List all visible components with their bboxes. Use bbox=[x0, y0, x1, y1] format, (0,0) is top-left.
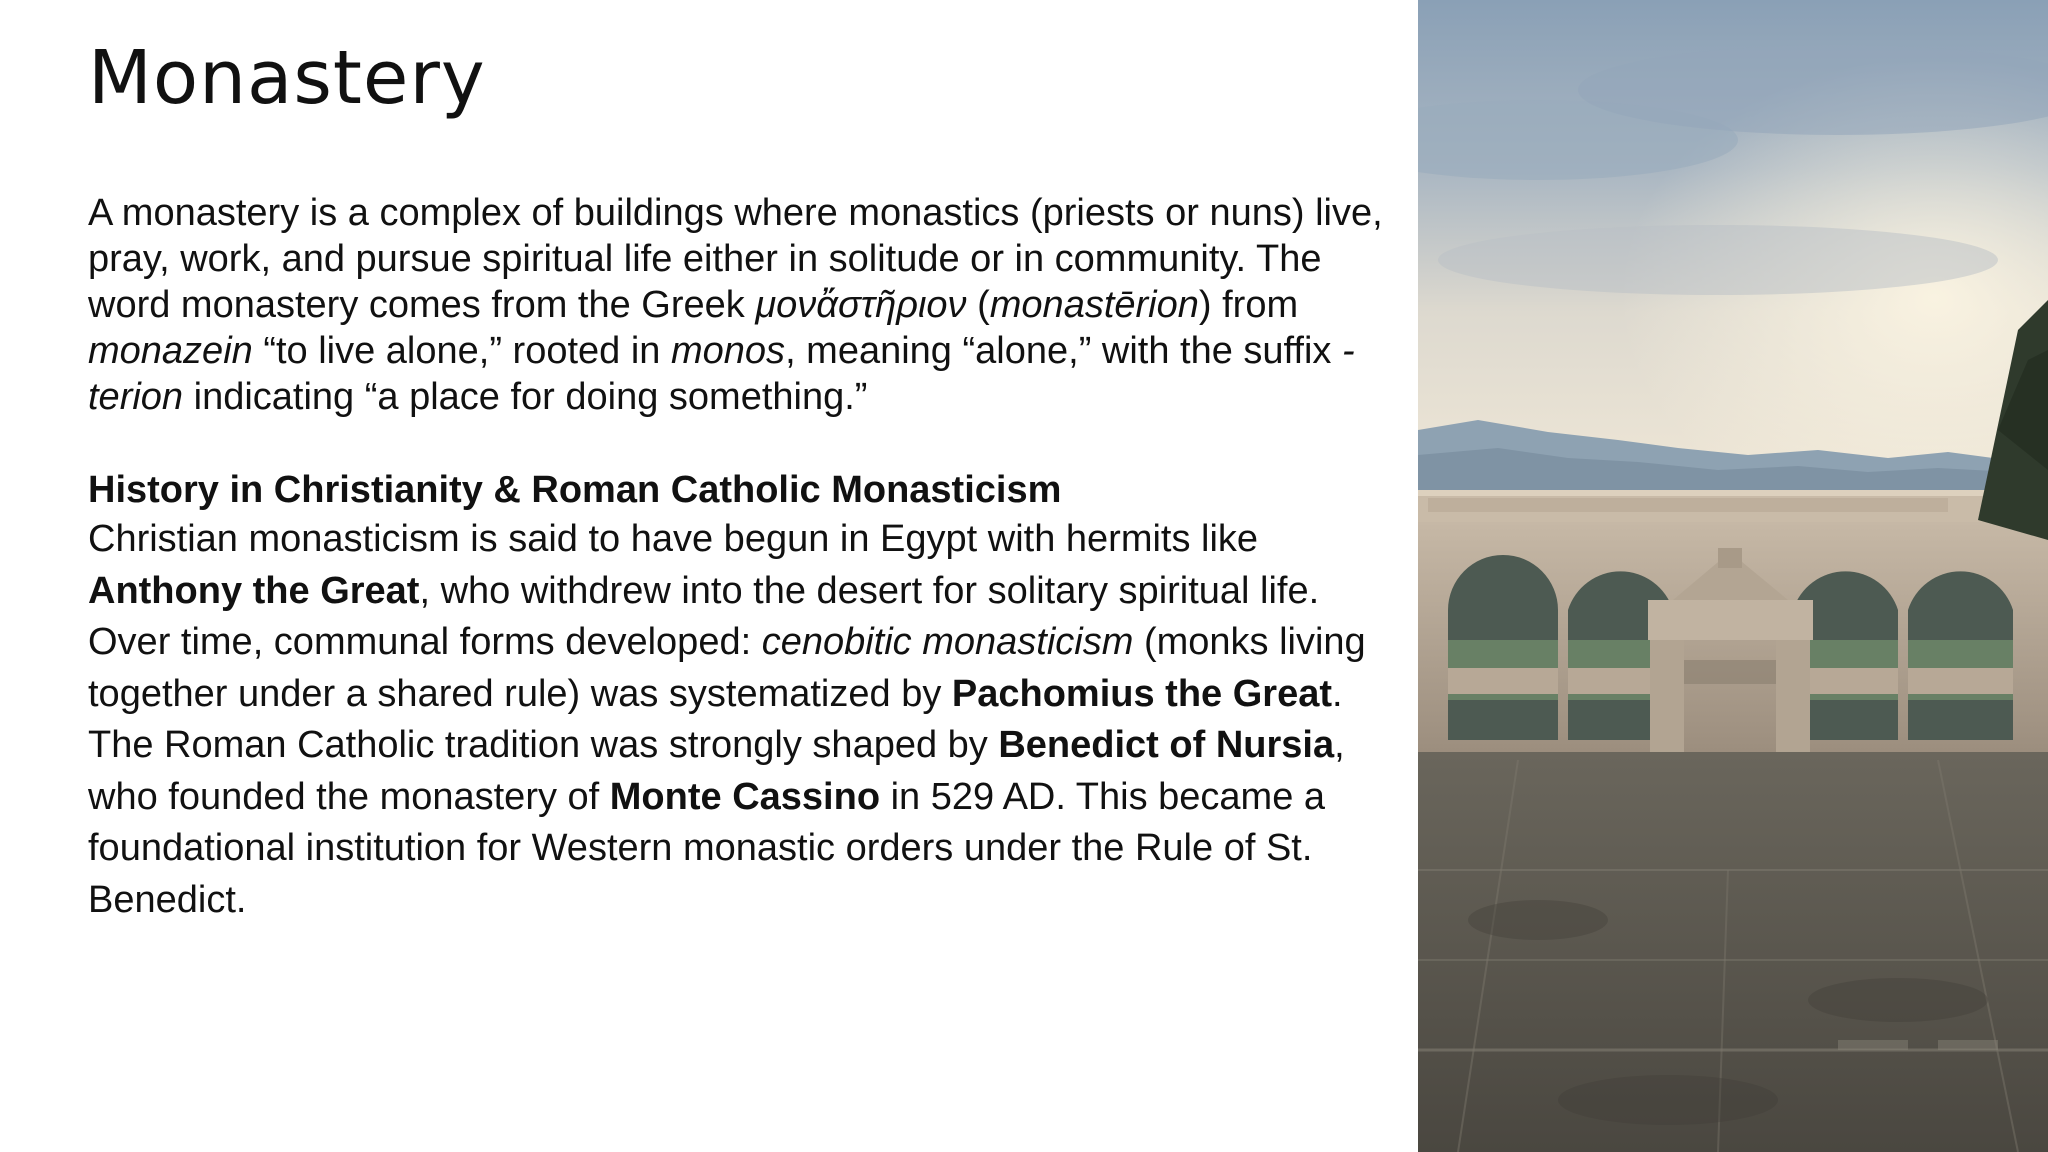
history-heading: History in Christianity & Roman Catholic Monasticism bbox=[88, 469, 1062, 511]
name-pachomius: Pachomius the Great bbox=[951, 672, 1333, 715]
body-text: . bbox=[1332, 672, 1343, 715]
intro-paragraph bbox=[88, 190, 1388, 420]
term-cenobitic: cenobitic monasticism bbox=[761, 621, 1134, 663]
photo-illustration bbox=[1418, 0, 2048, 1152]
body-text: , who withdrew into the desert for solitary spiritual life. bbox=[419, 569, 1320, 612]
term-monazein: monazein bbox=[88, 330, 253, 372]
intro-text: ( bbox=[966, 284, 990, 326]
monastery-cloister-photo bbox=[1418, 0, 2048, 1152]
term-monos: monos bbox=[671, 330, 786, 372]
paragraph-benedict bbox=[88, 720, 1388, 926]
term-terion: -terion bbox=[88, 330, 1355, 418]
body-text: The Roman Catholic tradition was strongly shaped by bbox=[88, 724, 999, 766]
paragraph-cenobitic bbox=[88, 617, 1388, 720]
intro-text: , meaning “alone,” with the suffix bbox=[785, 330, 1342, 372]
intro-text: indicating “a place for doing something.” bbox=[183, 376, 868, 418]
name-anthony: Anthony the Great bbox=[88, 569, 420, 612]
body-text: (monks living together under a shared rule) was systematized by bbox=[88, 621, 1366, 715]
body-text: Christian monasticism is said to have begun in Egypt with hermits like bbox=[88, 518, 1259, 560]
slide-body bbox=[88, 190, 1388, 926]
greek-word: μονἄστῆριον bbox=[755, 284, 967, 326]
transliteration: monastērion bbox=[989, 284, 1199, 326]
name-monte-cassino: Monte Cassino bbox=[609, 775, 881, 818]
name-benedict: Benedict of Nursia bbox=[998, 724, 1335, 766]
intro-text: “to live alone,” rooted in bbox=[252, 330, 671, 372]
body-text: , who founded the monastery of bbox=[88, 724, 1345, 818]
slide-title: Monastery bbox=[88, 35, 486, 121]
body-text: Over time, communal forms developed: bbox=[88, 621, 762, 663]
intro-text: A monastery is a complex of buildings where monastics (priests or nuns) live, pray, work, and pursue spiritual life either in solitude or in community. The word monastery comes from the Greek bbox=[88, 192, 1383, 326]
intro-text: ) from bbox=[1198, 284, 1299, 326]
body-text: in 529 AD. This became a foundational institution for Western monastic orders under the Rule of St. Benedict. bbox=[88, 775, 1326, 921]
paragraph-anthony bbox=[88, 514, 1388, 617]
